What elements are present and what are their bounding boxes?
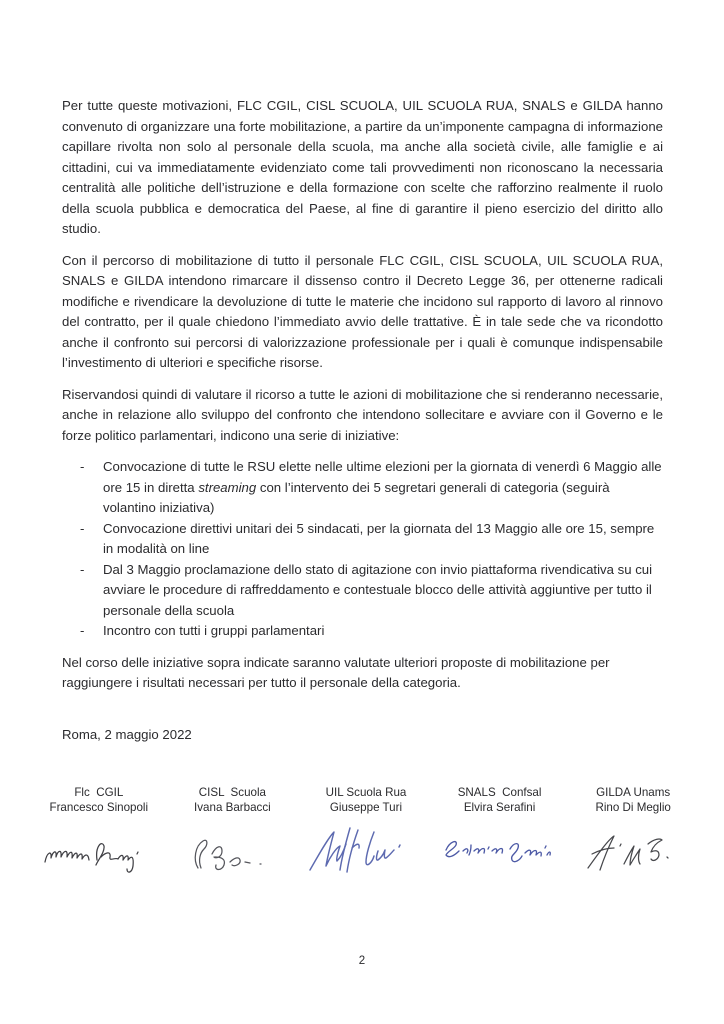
signature-ivana-barbacci xyxy=(172,830,292,885)
dateline: Roma, 2 maggio 2022 xyxy=(62,726,192,742)
signatory-name: Francesco Sinopoli xyxy=(49,800,149,814)
paragraph-riservandosi: Riservandosi quindi di valutare il ricorso a tutte le azioni di mobilitazione che si renderanno necessarie, anche in relazione allo sviluppo del confronto che intendono sollecitare e avviare con il Governo e le forze politico parlamentari, indicono una serie di iniziative: xyxy=(62,386,663,443)
list-item-text-post: con l’intervento dei 5 segretari generali di categoria (seguirà volantino iniziativa) xyxy=(103,479,610,515)
list-item-text-italic: streaming xyxy=(198,479,257,495)
list-item-text: Convocazione direttivi unitari dei 5 sindacati, per la giornata del 13 Maggio alle ore 15, sempre in modalità on line xyxy=(103,520,655,556)
signature-strokes xyxy=(196,840,262,869)
dash-bullet: - xyxy=(80,520,85,536)
paragraph-closing: Nel corso delle iniziative sopra indicate saranno valutate ulteriori proposte di mobilitazione per raggiungere i risultati necessari per tutto il personale della categoria. xyxy=(62,654,610,690)
list-item-text xyxy=(103,459,662,515)
signature-block xyxy=(32,786,700,885)
paragraph-motivazioni: Per tutte queste motivazioni, FLC CGIL, CISL SCUOLA, UIL SCUOLA RUA, SNALS e GILDA hanno convenuto di organizzare una forte mobilitazione, a partire da un’imponente campagna di informazione capillare rivolta non solo al personale della scuola, ma anche alla società civile, alle famiglie e ai cittadini, cui va immediatamente evidenziato come tali provvedimenti non riconoscano la necessaria centralità alle politiche dell’istruzione e della formazione con scelte che rafforzino realmente il ruolo della scuola pubblica e democratica del Paese, al fine di garantire il pieno esercizio del diritto allo studio. xyxy=(62,98,663,236)
signature-giuseppe-turi xyxy=(306,824,426,879)
dash-bullet: - xyxy=(80,459,85,474)
paragraph-percorso-mobilitazione: Con il percorso di mobilitazione di tutto il personale FLC CGIL, CISL SCUOLA, UIL SCUOLA RUA, SNALS e GILDA intendono rimarcare il dissenso contro il Decreto Legge 36, per ottenerne radicali modifiche e rivendicare la devoluzione di tutte le materie che incidono sul rapporto di lavoro al rinnovo del contratto, per il quale chiedono l’immediato avvio delle trattative. È in tale sede che va ricondotto anche il confronto sui percorsi di valorizzazione professionale per i quali è comunque indispensabile l’investimento di ulteriori e specifiche risorse. xyxy=(62,252,663,370)
signature-strokes xyxy=(310,828,400,872)
signature-francesco-sinopoli xyxy=(39,830,159,885)
signatory-org: GILDA Unams xyxy=(596,786,671,799)
signatory-gilda-unams xyxy=(566,786,700,885)
document-content xyxy=(49,96,671,885)
signatory-org: SNALS Confsal xyxy=(457,786,542,799)
signature-elvira-serafini xyxy=(440,830,560,885)
signature-strokes xyxy=(45,844,138,872)
signature-strokes xyxy=(588,836,668,870)
dash-bullet: - xyxy=(80,561,85,577)
signatory-name: Ivana Barbacci xyxy=(194,800,271,814)
signatory-name: Rino Di Meglio xyxy=(595,800,671,814)
signatory-flc-cgil xyxy=(32,786,166,885)
signatory-uil-scuola-rua xyxy=(299,786,433,885)
page-number: 2 xyxy=(358,955,366,967)
signatory-snals-confsal xyxy=(433,786,567,885)
signatory-org: Flc CGIL xyxy=(74,786,124,799)
list-item-text: Incontro con tutti i gruppi parlamentari xyxy=(103,623,325,638)
list-item-stato-agitazione xyxy=(62,560,663,622)
signatory-name: Giuseppe Turi xyxy=(329,800,403,814)
dash-bullet: - xyxy=(80,623,85,638)
signature-rino-di-meglio xyxy=(578,830,688,885)
initiatives-list xyxy=(62,457,663,642)
list-item-text-pre: Convocazione di tutte le RSU elette nelle ultime elezioni per la giornata di venerdì 6 Maggio alle ore 15 in diretta xyxy=(103,459,662,495)
signatory-name: Elvira Serafini xyxy=(463,800,536,814)
list-item-text: Dal 3 Maggio proclamazione dello stato di agitazione con invio piattaforma rivendicativa su cui avviare le procedure di raffreddamento e contestuale blocco delle attività aggiuntive per tutto il personale della scuola xyxy=(103,561,653,618)
signatory-org: CISL Scuola xyxy=(198,786,267,799)
list-item-incontro-gruppi xyxy=(62,621,663,642)
signature-strokes xyxy=(446,842,550,862)
signatory-org: UIL Scuola Rua xyxy=(325,786,407,799)
list-item-convocazione-direttivi xyxy=(62,519,663,560)
list-item-convocazione-rsu xyxy=(62,457,663,519)
signatory-cisl-scuola xyxy=(166,786,300,885)
